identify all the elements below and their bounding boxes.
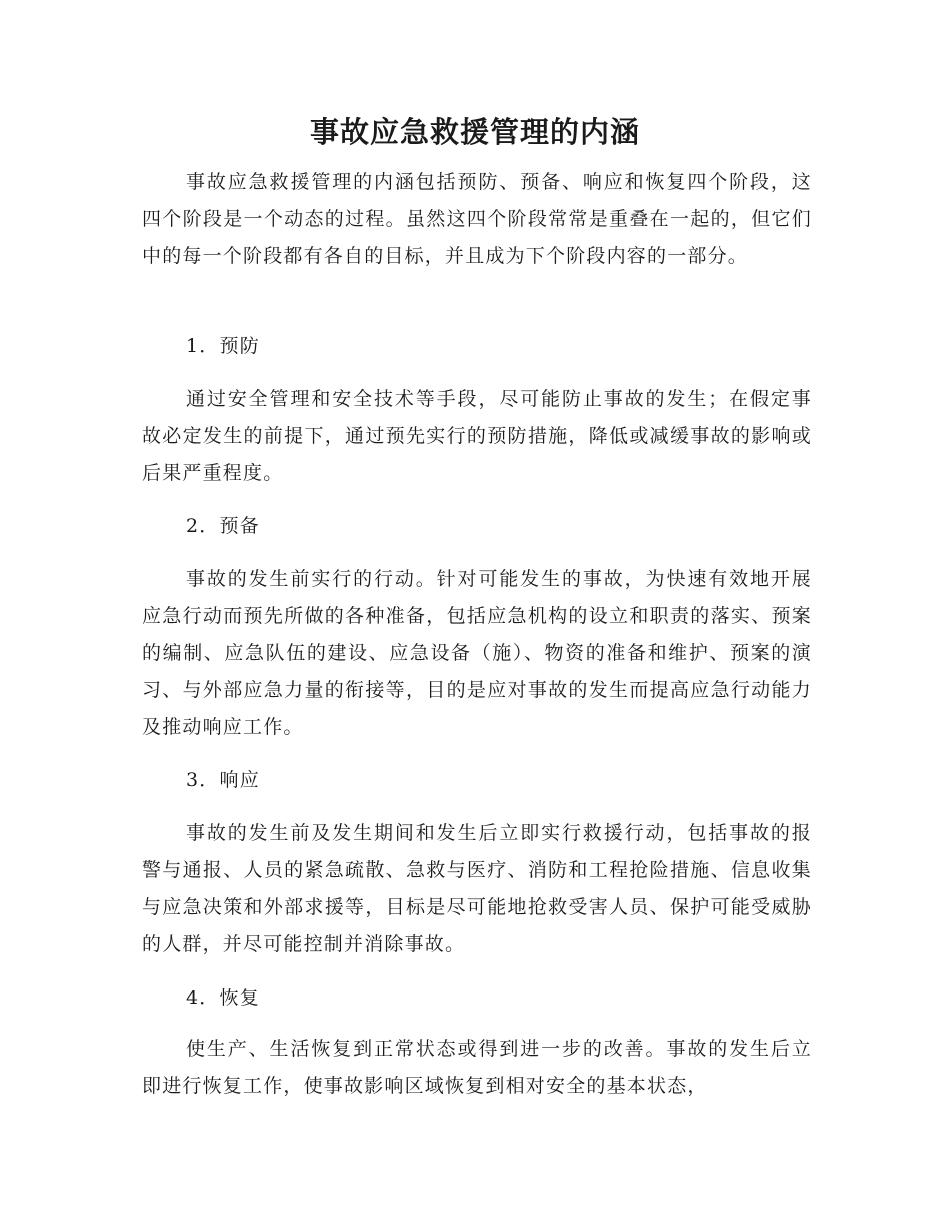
section-body-response: 事故的发生前及发生期间和发生后立即实行救援行动，包括事故的报警与通报、人员的紧急疏散、急救与医疗、消防和工程抢险措施、信息收集与应急决策和外部求援等，目标是尽可能地抢救受害人员、保护可能受威胁的人群，并尽可能控制并消除事故。: [142, 822, 812, 955]
section-heading-preparation: 2．预备: [186, 515, 260, 537]
section-body-preparation: 事故的发生前实行的行动。针对可能发生的事故，为快速有效地开展应急行动而预先所做的各种准备，包括应急机构的设立和职责的落实、预案的编制、应急队伍的建设、应急设备（施）、物资的准备和维护、预案的演习、与外部应急力量的衔接等，目的是应对事故的发生而提高应急行动能力及推动响应工作。: [142, 568, 812, 738]
intro-paragraph: 事故应急救援管理的内涵包括预防、预备、响应和恢复四个阶段，这四个阶段是一个动态的过程。虽然这四个阶段常常是重叠在一起的，但它们中的每一个阶段都有各自的目标，并且成为下个阶段内容的一部分。: [142, 171, 812, 267]
section-heading-recovery: 4．恢复: [186, 987, 260, 1009]
section-body-prevention: 通过安全管理和安全技术等手段，尽可能防止事故的发生；在假定事故必定发生的前提下，通过预先实行的预防措施，降低或减缓事故的影响或后果严重程度。: [142, 388, 812, 484]
section-body-recovery: 使生产、生活恢复到正常状态或得到进一步的改善。事故的发生后立即进行恢复工作，使事故影响区域恢复到相对安全的基本状态，: [142, 1038, 812, 1097]
document-title: 事故应急救援管理的内涵: [309, 115, 640, 149]
section-heading-response: 3．响应: [186, 769, 260, 791]
section-heading-prevention: 1．预防: [186, 335, 260, 357]
